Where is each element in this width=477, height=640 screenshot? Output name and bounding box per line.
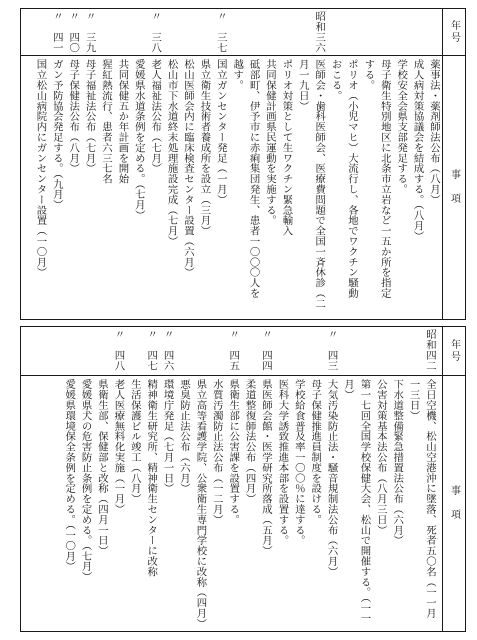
event-line: 国立松山病院内にガンセンター設置（一〇月） — [34, 59, 47, 278]
event-line: 県立高等看護学院、公衆衛生専門学校に改称（四月） — [194, 379, 207, 629]
event-line: 母子保健推進員制度を設ける。 — [309, 379, 322, 525]
year-row-divider-lower — [21, 375, 443, 376]
event-line: する。 — [362, 59, 375, 91]
event-line: 月一九日） — [296, 59, 309, 111]
upper-table — [20, 8, 466, 320]
event-line: 成人病対策協議会を結成する。（八月） — [411, 59, 424, 241]
event-line: 全日空機、松山空港沖に墜落、死者五〇名（一一月 — [424, 379, 436, 619]
event-line: 大気汚染防止法・騒音規制法公布（六月） — [325, 379, 338, 577]
event-line: 越す。 — [231, 59, 244, 91]
event-line: 猩紅熱流行、患者六三七名 — [100, 59, 112, 184]
event-line: 月） — [342, 379, 354, 400]
event-line: 県衛生部、保健部と改称（四月一日） — [96, 379, 108, 556]
event-line: 学校給食普及率一〇〇％に達する。 — [292, 379, 305, 546]
event-line: 学校安全会県支部発足する。 — [395, 59, 408, 195]
year-label: 〃 四七 — [145, 329, 158, 371]
event-line: 悪臭防止法公布（六月） — [178, 379, 190, 494]
year-label: 〃 三八 — [149, 11, 162, 53]
event-line: 愛媛県犬の危害防止条例を定める。（七月） — [79, 379, 92, 582]
event-line: 医師会・歯科医師会、医療費問題で全国一斉休診（二 — [313, 59, 326, 309]
event-line: 国立ガンセンター発足（一月） — [214, 59, 227, 205]
event-line: 老人福祉法公布（七月） — [149, 59, 162, 174]
event-line: 環境庁発足（七月一日） — [161, 379, 174, 494]
event-line: 第一七回全国学校保健大会、松山で開催する。（一一 — [358, 379, 371, 624]
year-label: 〃 四四 — [260, 329, 272, 371]
event-line: 母子保健法公布（八月） — [67, 59, 80, 174]
event-line: 愛媛県水道条例を定める。（七月） — [132, 59, 145, 221]
year-label: 〃 三九 — [83, 11, 96, 53]
header-column — [442, 9, 465, 319]
event-line: 砥部町、伊予市に赤痢集団発生、患者一〇〇〇人を — [247, 59, 260, 299]
event-line: 精神衛生研究所、精神衛生センターに改称 — [145, 379, 158, 577]
event-line: ポリオ（小児マヒ）大流行し、各地でワクチン騒動 — [346, 59, 358, 299]
year-label: 昭和三六 — [313, 11, 326, 53]
event-line: 公害対策基本法公布（八月三日） — [374, 379, 387, 535]
event-line: 愛媛県環境保全条例を定める。（一〇月） — [63, 379, 76, 572]
year-label: 〃 四三 — [325, 329, 338, 371]
year-label: 〃 四一 — [50, 11, 63, 53]
event-line: 老人医療無料化実施（一月） — [112, 379, 125, 515]
year-row-divider — [21, 55, 443, 56]
header-column-lower — [442, 327, 465, 631]
year-label: 昭和四二 — [424, 329, 436, 371]
event-line: 生活保護ビル竣工（八月） — [128, 379, 141, 504]
event-line: おこる。 — [329, 59, 342, 101]
event-line: 柔道整復師法公布（四月） — [243, 379, 256, 504]
event-line: 県衛生部に公害課を設置する。 — [227, 379, 240, 525]
year-label: 〃 四八 — [112, 329, 125, 371]
header-event-lower: 事 項 — [448, 485, 460, 521]
header-year: 年号 — [448, 20, 460, 44]
event-line: 水質汚濁防止法公布（一二月） — [210, 379, 223, 525]
event-line: ガン予防協会発足する。（九月） — [50, 59, 63, 210]
event-line: 薬事法・薬剤師法公布（八月） — [428, 59, 440, 205]
event-line: 共同保健五か年計画を開始 — [116, 59, 129, 184]
event-line: 共同保健計画県民運動を実施する。 — [264, 59, 276, 226]
event-line: ポリオ対策として生ワクチン緊急輸入 — [280, 59, 293, 236]
event-line: 県医師会館・医学研究所落成（五月） — [260, 379, 272, 556]
header-year-lower: 年号 — [448, 339, 460, 363]
lower-table — [20, 326, 466, 632]
header-event: 事 項 — [448, 169, 460, 205]
year-label: 〃 三七 — [214, 11, 227, 53]
event-line: 母子福祉法公布（七月） — [83, 59, 96, 174]
event-line: 県立衛生技術者養成所を設立（三月） — [198, 59, 211, 236]
event-line: 母子衛生特別地区に北条市立岩など一五か所を指定 — [378, 59, 391, 299]
year-label: 〃 四五 — [227, 329, 240, 371]
event-line: 医科大学誘致推進本部を設置する。 — [276, 379, 289, 546]
event-line: 下水道整備緊急措置法公布（六月） — [391, 379, 404, 546]
year-label: 〃 四六 — [161, 329, 174, 371]
year-label: 〃 四〇 — [67, 11, 80, 53]
event-line: 一三日） — [407, 379, 420, 421]
event-line: 松山市下水道終末処理施設完成（七月） — [165, 59, 178, 247]
event-line: 松山医師会内に臨床検査センター設置（六月） — [182, 59, 194, 278]
